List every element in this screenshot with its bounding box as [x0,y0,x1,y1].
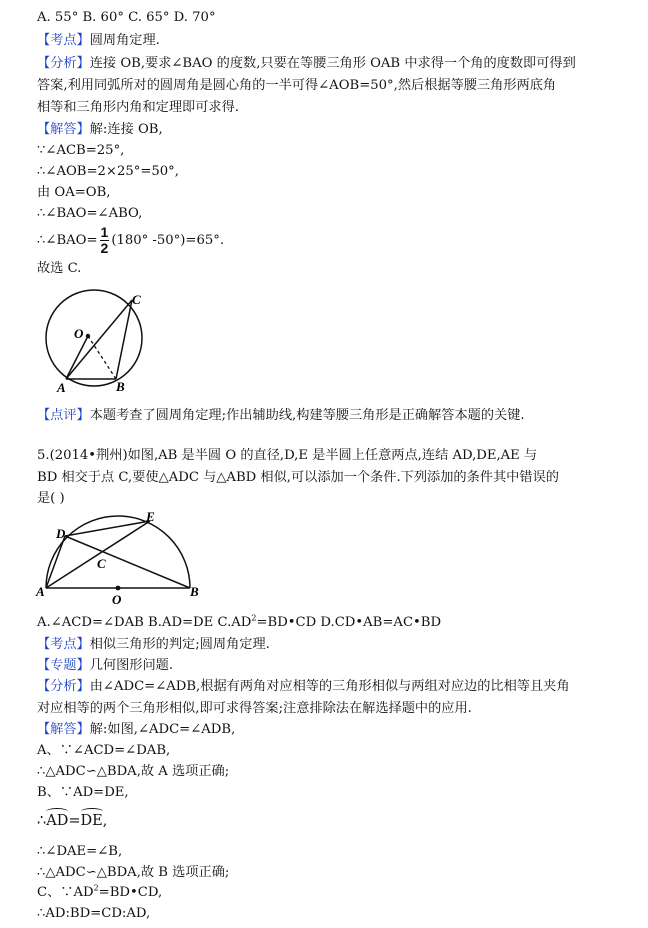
jieda-text: 解:如图,∠ADC=∠ADB, [89,722,236,737]
q5-stem-1: 5.(2014•荆州)如图,AB 是半圆 O 的直径,D,E 是半圆上任意两点,连结 AD,DE,AE 与 [37,448,538,463]
step-prefix: ∴∠BAO= [37,233,98,248]
options-text: =BD•CD D.CD•AB=AC•BD [256,615,442,630]
label-d: D [56,526,66,541]
kaodian-tag: 【考点】 [37,33,90,48]
solution-step: ∴AD:BD=CD:AD, [37,906,151,921]
q4-options: A. 55° B. 60° C. 65° D. 70° [37,10,216,25]
step-text: C、∵AD [37,885,94,900]
q4-jieda-row [37,121,163,139]
fenxi-tag: 【分析】 [37,56,90,71]
fraction-numerator: 1 [100,224,109,240]
fenxi-tag: 【分析】 [37,679,90,694]
q5-stem-2: BD 相交于点 C,要使△ADC 与△ABD 相似,可以添加一个条件.下列添加的条件其中错误的 [37,470,559,485]
jieda-tag: 【解答】 [37,122,90,137]
fraction-denominator: 2 [100,240,109,256]
superscript: 2 [93,883,99,893]
semicircle-figure [34,508,212,608]
q5-jieda-row [37,721,235,739]
equals-sign: = [68,813,81,829]
options-text: A.∠ACD=∠DAB B.AD=DE C.AD [37,615,252,630]
therefore-sign: ∴ [37,813,47,829]
dianping-text: 本题考查了圆周角定理;作出辅助线,构建等腰三角形是正确解答本题的关键. [89,408,525,423]
label-c: C [97,556,106,571]
q5-kaodian-row [37,636,270,654]
q4-dianping-row [37,407,525,425]
fenxi-line-2: 答案,利用同弧所对的圆周角是圆心角的一半可得∠AOB=50°,然后根据等腰三角形两底角 [37,78,557,93]
solution-step: A、∵∠ACD=∠DAB, [37,743,171,758]
label-a: A [57,380,66,395]
solution-step: ∴∠DAE=∠B, [37,844,123,859]
jieda-text: 解:连接 OB, [89,122,163,137]
segment-bd [65,536,190,588]
dianping-tag: 【点评】 [37,408,90,423]
comma: , [102,813,108,829]
arc-de: DE [80,813,103,829]
label-b: B [190,584,199,599]
solution-step: B、∵AD=DE, [37,785,129,800]
solution-step-arcs [37,812,107,830]
solution-step [37,884,162,902]
circle-figure [30,286,170,398]
solution-step: ∴∠BAO=∠ABO, [37,206,143,221]
zhuanti-tag: 【专题】 [37,658,90,673]
chord-bc [116,300,132,379]
q5-stem-3: 是( ) [37,491,65,506]
superscript: 2 [251,613,257,623]
fenxi-line-1: 由∠ADC=∠ADB,根据有两角对应相等的三角形相似与两组对应边的比相等且夹角 [89,679,570,694]
auxiliary-ob-dashed [88,336,116,379]
fenxi-line-3: 相等和三角形内角和定理即可求得. [37,100,240,115]
q4-kaodian-row [37,32,160,50]
solution-step: ∴△ADC∽△BDA,故 A 选项正确; [37,764,230,779]
center-point [86,334,90,338]
fenxi-line-2: 对应相等的两个三角形相似,即可求得答案;注意排除法在解选择题中的应用. [37,701,472,716]
kaodian-tag: 【考点】 [37,637,90,652]
solution-step: ∴△ADC∽△BDA,故 B 选项正确; [37,865,230,880]
label-c: C [132,292,141,307]
label-o: O [112,592,122,607]
arc-ad: AD [46,813,69,829]
solution-step: 由 OA=OB, [37,185,111,200]
solution-step: ∵∠ACB=25°, [37,143,125,158]
segment-ad [46,536,65,588]
q4-fenxi-row [37,55,576,73]
q5-zhuanti-row [37,657,173,675]
solution-conclusion: 故选 C. [37,261,82,276]
step-suffix: (180° -50°)=65°. [111,233,225,248]
q5-fenxi-row [37,678,570,696]
label-a: A [36,584,45,599]
solution-step-fraction [37,225,224,256]
kaodian-text: 相似三角形的判定;圆周角定理. [89,637,270,652]
jieda-tag: 【解答】 [37,722,90,737]
one-half-fraction [100,225,110,256]
solution-step: ∴∠AOB=2×25°=50°, [37,164,179,179]
q5-options [37,614,441,632]
label-e: E [146,509,155,524]
zhuanti-text: 几何图形问题. [89,658,174,673]
label-o: O [74,326,84,341]
label-b: B [116,379,125,394]
fenxi-line-1: 连接 OB,要求∠BAO 的度数,只要在等腰三角形 OAB 中求得一个角的度数即可得到 [89,56,576,71]
center-point [116,586,121,591]
kaodian-text: 圆周角定理. [89,33,160,48]
step-text: =BD•CD, [98,885,163,900]
